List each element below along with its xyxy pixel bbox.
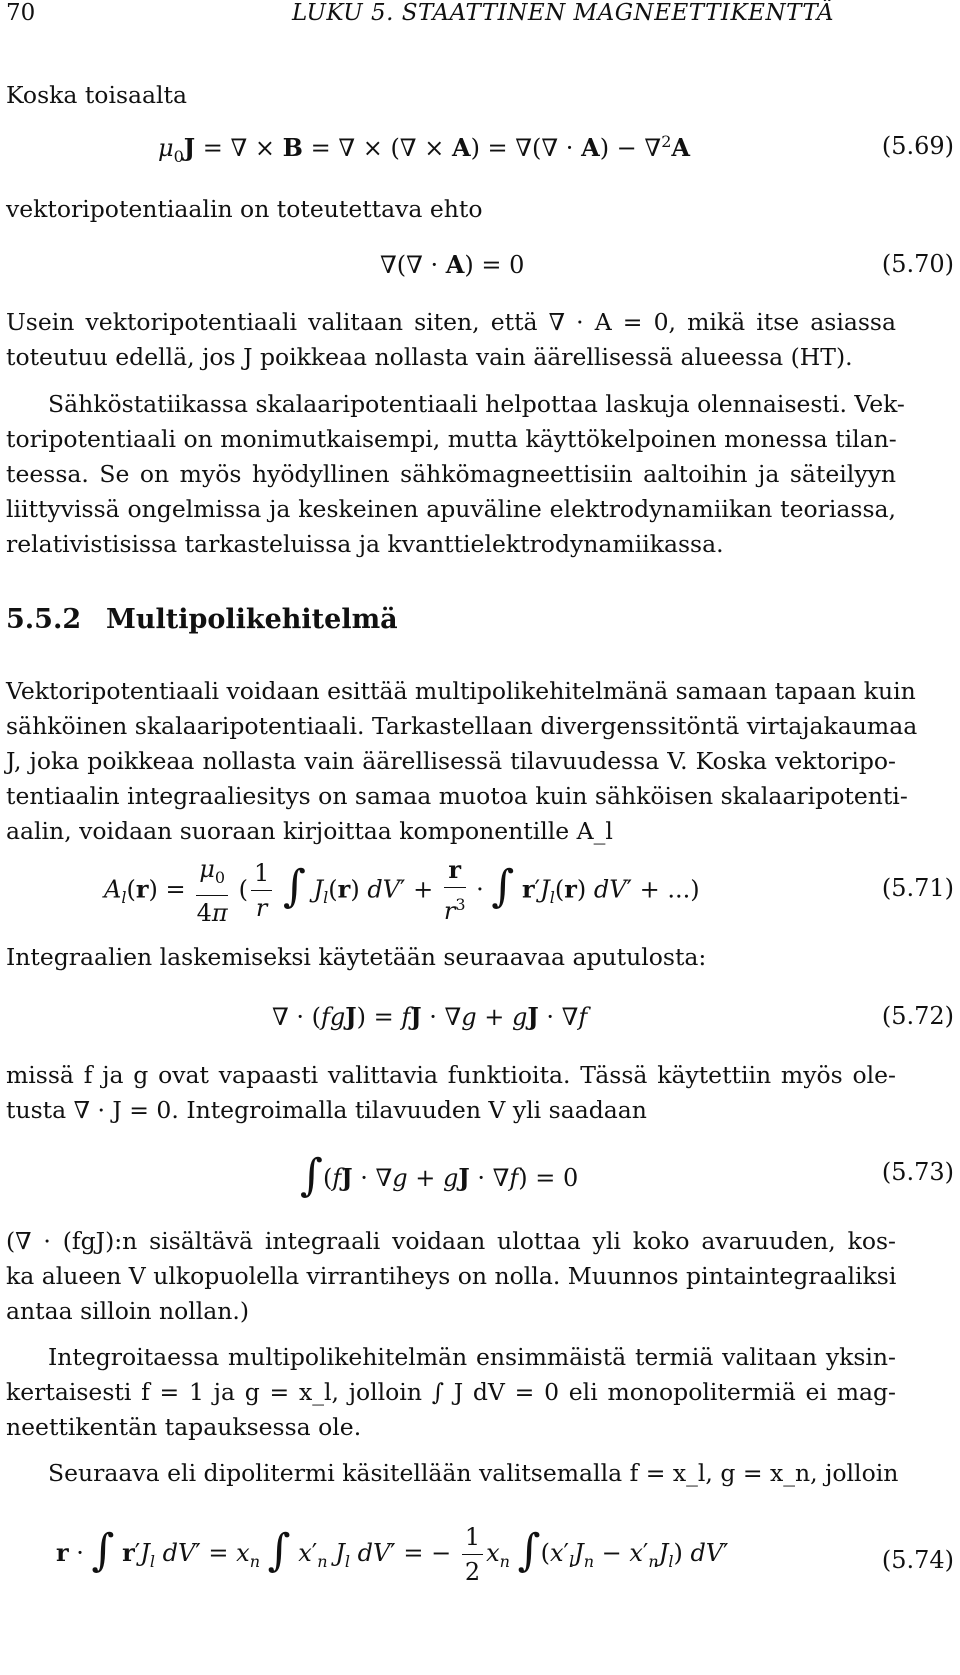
paragraph-line: sähköinen skalaaripotentiaali. Tarkastellaan divergenssitöntä virtajakaumaa [6,712,918,740]
equation-5-71: $A_l(r)$ = $\frac{\mu_0}{4\pi}$ ( $\frac{1}{r}$ ∫ $J_l(r) dV'$ + $\frac{r}{r^3}$ · ∫ $r'J_l(r) dV'$ + ...) [104,852,700,930]
fraction: $\frac{1}{2}$ [462,1520,483,1589]
section-number: 5.5.2 [6,604,82,635]
equation-5-74: r · ∫ $r'J_l$ $dV' = x_n$ ∫ $x'_n$ $J_l$ dV′ = − $\frac{1}{2}$ $x_n$ $\int(x'_lJ_n - x'_nJ_l)$ dV′ [56,1520,729,1589]
paragraph-line: toripotentiaali on monimutkaisempi, mutta käyttökelpoinen monessa tilan- [6,425,897,453]
equation-number: (5.71) [881,874,954,902]
paragraph-line: Seuraava eli dipolitermi käsitellään valitsemalla f = x_l, g = x_n, jolloin [48,1459,899,1487]
equation-5-73: ∫(fJ · ∇g + gJ · ∇f) = 0 [300,1150,579,1201]
equation-number: (5.72) [881,1002,954,1030]
paragraph-line: Sähköstatiikassa skalaaripotentiaali helpottaa laskuja olennaisesti. Vek- [48,390,905,418]
paragraph-line: Usein vektoripotentiaali valitaan siten, että ∇ · A = 0, mikä itse asiassa [6,308,896,336]
equation-number: (5.73) [881,1158,954,1186]
paragraph-line: relativistisissa tarkasteluissa ja kvanttielektrodynamiikassa. [6,530,724,558]
paragraph-line: toteutuu edellä, jos J poikkeaa nollasta vain äärellisessä alueessa (HT). [6,343,853,371]
chapter-header: LUKU 5. STAATTINEN MAGNEETTIKENTTÄ [292,0,835,26]
paragraph-line: ka alueen V ulkopuolella virrantiheys on nolla. Muunnos pintaintegraaliksi [6,1262,897,1290]
paragraph-line: missä f ja g ovat vapaasti valittavia funktioita. Tässä käytettiin myös ole- [6,1061,896,1089]
equation-number: (5.70) [881,250,954,278]
equation-5-72: ∇ · (fgJ) = fJ · ∇g + gJ · ∇f [272,1002,588,1031]
paragraph-text: Integraalien laskemiseksi käytetään seuraavaa aputulosta: [6,943,707,971]
equation-number: (5.69) [881,132,954,160]
equation-5-69: $\mu_0J$ = ∇ × B = ∇ × (∇ × A) = ∇(∇ · A) − ∇$^2$A [158,132,690,166]
equation-5-70: ∇(∇ · A) = 0 [380,250,525,279]
paragraph-intro: Koska toisaalta [6,81,188,109]
paragraph-line: J, joka poikkeaa nollasta vain äärellisessä tilavuudessa V. Koska vektoripo- [6,747,896,775]
paragraph-line: Vektoripotentiaali voidaan esittää multipolikehitelmänä samaan tapaan kuin [6,677,916,705]
paragraph-line: kertaisesti f = 1 ja g = x_l, jolloin ∫ J dV = 0 eli monopolitermiä ei mag- [6,1378,896,1406]
equation-number: (5.74) [881,1546,954,1574]
paragraph-line: neettikentän tapauksessa ole. [6,1413,362,1441]
paragraph-line: tusta ∇ · J = 0. Integroimalla tilavuuden V yli saadaan [6,1096,647,1124]
paragraph-line: aalin, voidaan suoraan kirjoittaa komponentille A_l [6,817,613,845]
paragraph-line: Integroitaessa multipolikehitelmän ensimmäistä termiä valitaan yksin- [48,1343,896,1371]
paragraph-line: liittyvissä ongelmissa ja keskeinen apuväline elektrodynamiikan teoriassa, [6,495,896,523]
paragraph-line: (∇ · (fgJ):n sisältävä integraali voidaan ulottaa yli koko avaruuden, kos- [6,1227,896,1255]
section-title: Multipolikehitelmä [106,604,398,635]
fraction: $\frac{\mu_0}{4\pi}$ [196,852,228,930]
paragraph-line: teessa. Se on myös hyödyllinen sähkömagneettisiin aaltoihin ja säteilyyn [6,460,896,488]
paragraph-text: vektoripotentiaalin on toteutettava ehto [6,195,483,223]
fraction: $\frac{r}{r^3}$ [443,855,466,926]
fraction: $\frac{1}{r}$ [251,856,272,925]
page-number: 70 [6,0,36,26]
paragraph-line: antaa silloin nollan.) [6,1297,250,1325]
paragraph-line: tentiaalin integraaliesitys on samaa muotoa kuin sähköisen skalaaripotenti- [6,782,908,810]
